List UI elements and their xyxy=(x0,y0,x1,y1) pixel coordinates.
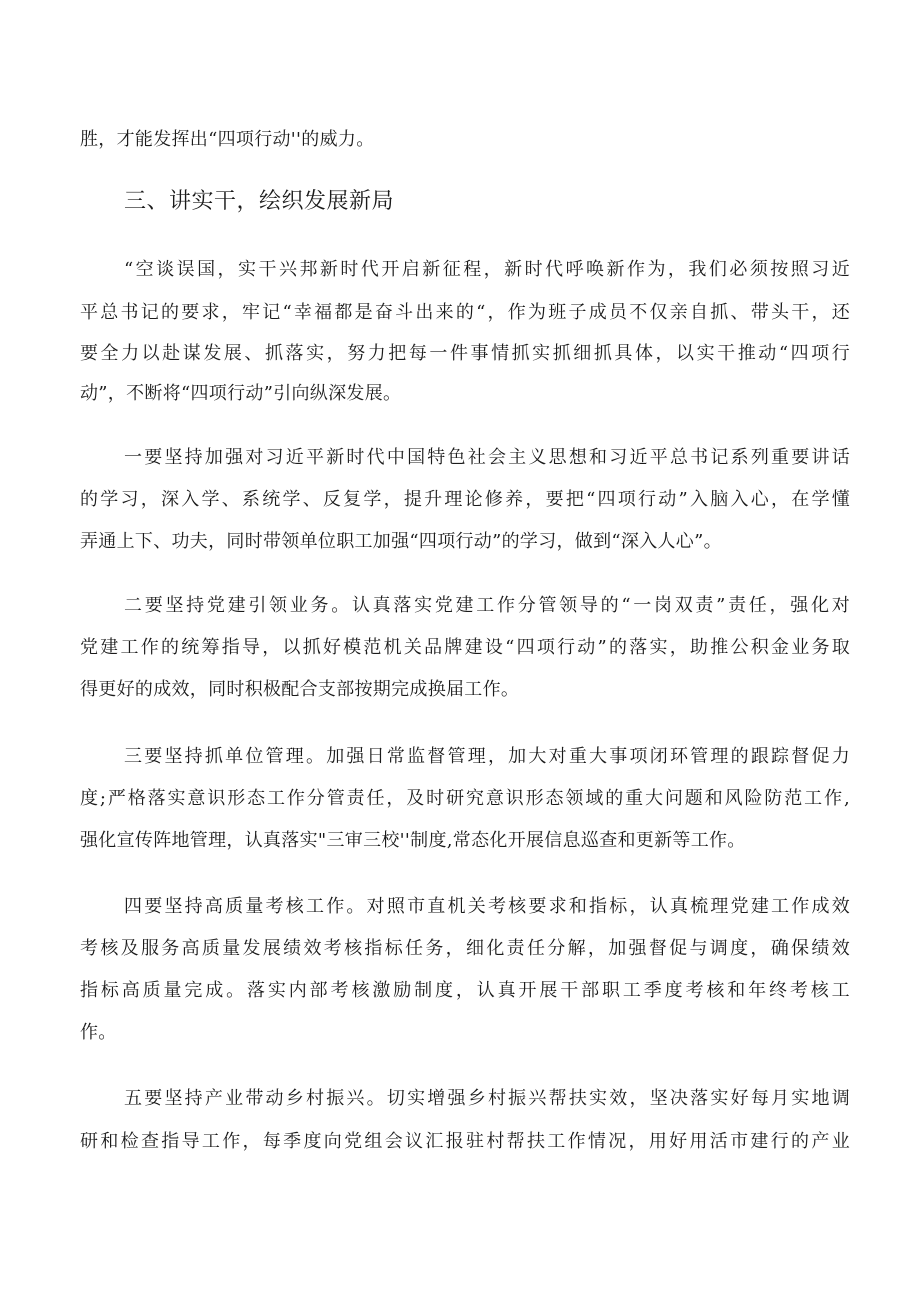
paragraph-line: 研和检查指导工作，每季度向党组会议汇报驻村帮扶工作情况，用好用活市建行的产业 xyxy=(80,1131,850,1152)
paragraph-line: 弄通上下、功夫，同时带领单位职工加强“四项行动”的学习，做到“深入人心”。 xyxy=(80,531,722,552)
paragraph-line: 五要坚持产业带动乡村振兴。切实增强乡村振兴帮扶实效，坚决落实好每月实地调 xyxy=(124,1088,850,1109)
intro-tail-line: 胜，才能发挥出“四项行动''的威力。 xyxy=(80,129,375,150)
paragraph-line: 考核及服务高质量发展绩效考核指标任务，细化责任分解，加强督促与调度，确保绩效 xyxy=(80,938,850,959)
paragraph-line: 强化宣传阵地管理，认真落实"三审三校''制度,常态化开展信息巡查和更新等工作。 xyxy=(80,830,746,851)
paragraph-line: 三要坚持抓单位管理。加强日常监督管理，加大对重大事项闭环管理的跟踪督促力 xyxy=(124,746,850,767)
paragraph-line: 一要坚持加强对习近平新时代中国特色社会主义思想和习近平总书记系列重要讲话 xyxy=(124,447,850,468)
paragraph-line: 作。 xyxy=(80,1022,117,1043)
paragraph-line: 二要坚持党建引领业务。认真落实党建工作分管领导的“一岗双责”责任，强化对 xyxy=(124,595,850,616)
paragraph-line: 要全力以赴谋发展、抓落实，努力把每一件事情抓实抓细抓具体，以实干推动“四项行 xyxy=(80,343,850,364)
paragraph-line: 党建工作的统筹指导，以抓好模范机关品牌建设“四项行动”的落实，助推公积金业务取 xyxy=(80,637,850,658)
paragraph-line: 度;严格落实意识形态工作分管责任，及时研究意识形态领域的重大问题和风险防范工作, xyxy=(80,788,850,809)
paragraph-line: 平总书记的要求，牢记“幸福都是奋斗出来的“，作为班子成员不仅亲自抓、带头干，还 xyxy=(80,302,850,323)
paragraph-line: 四要坚持高质量考核工作。对照市直机关考核要求和指标，认真梳理党建工作成效 xyxy=(124,896,850,917)
paragraph-line: “空谈误国，实干兴邦新时代开启新征程，新时代呼唤新作为，我们必须按照习近 xyxy=(124,259,850,280)
paragraph-line: 动”，不断将“四项行动”引向纵深发展。 xyxy=(80,383,402,404)
section-heading: 三、讲实干，绘织发展新局 xyxy=(124,189,395,214)
paragraph-line: 指标高质量完成。落实内部考核激励制度，认真开展干部职工季度考核和年终考核工 xyxy=(80,980,850,1001)
paragraph-line: 的学习，深入学、系统学、反复学，提升理论修养，要把“四项行动”入脑入心，在学懂 xyxy=(80,489,850,510)
paragraph-line: 得更好的成效，同时积极配合支部按期完成换届工作。 xyxy=(80,679,520,700)
